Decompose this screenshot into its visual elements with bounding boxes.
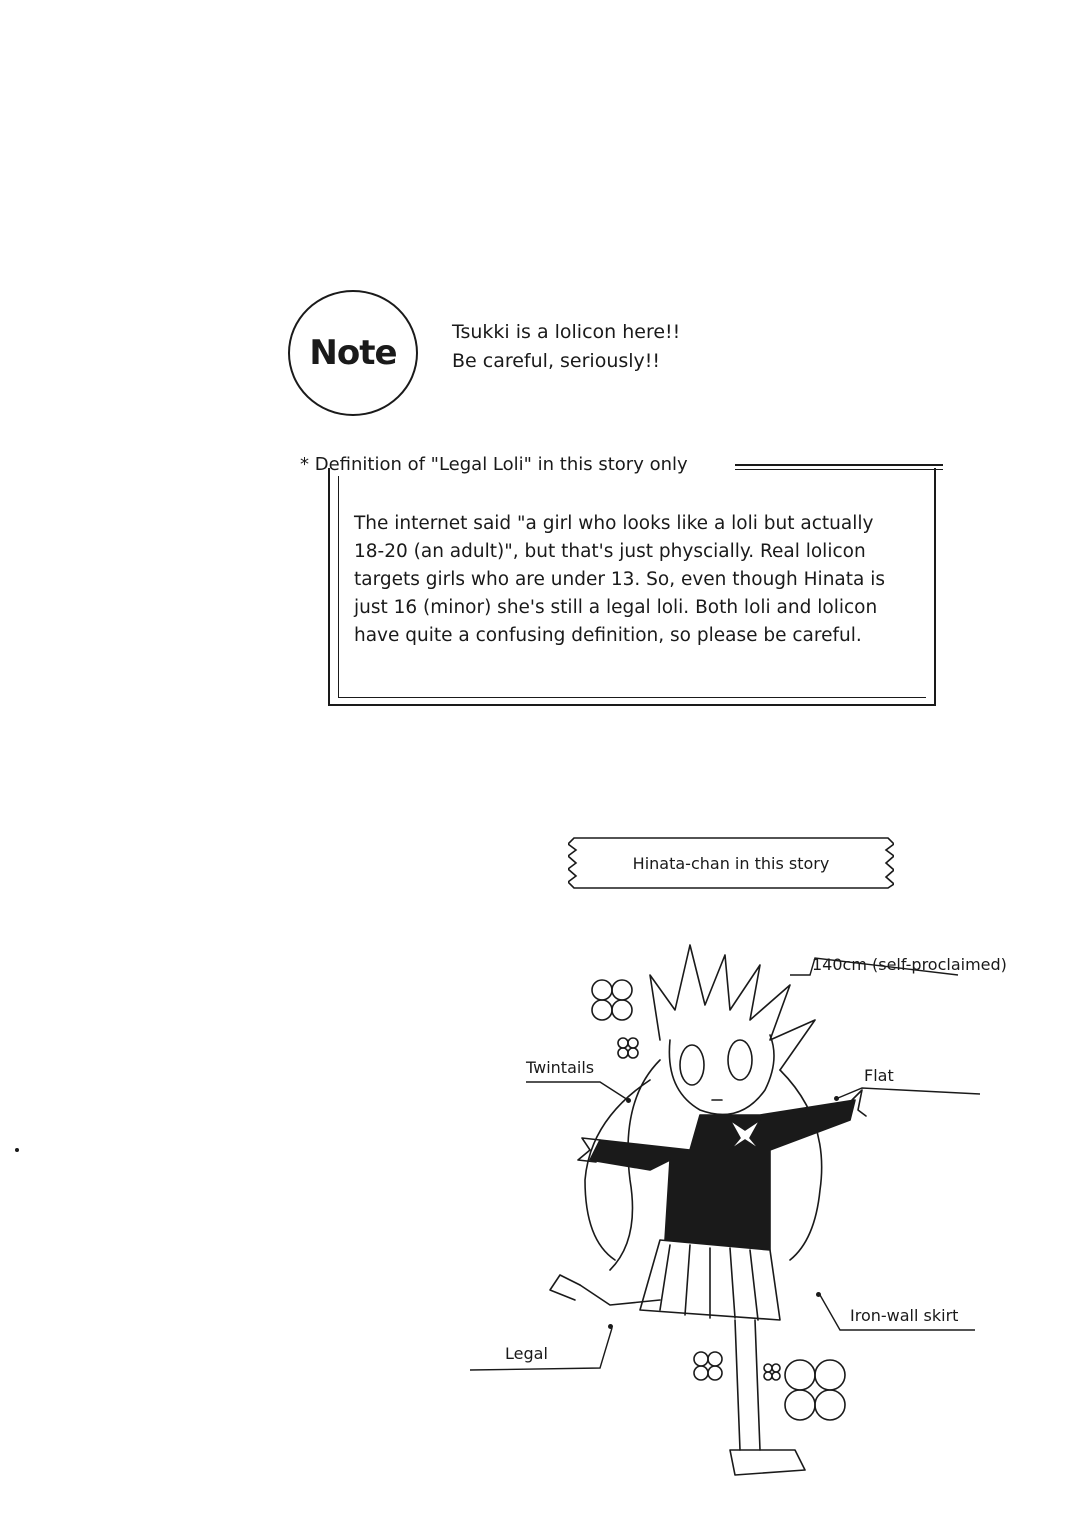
annotation-skirt: Iron-wall skirt [850, 1306, 959, 1325]
definition-line: targets girls who are under 13. So, even though Hinata is [354, 569, 886, 590]
flat-marker [834, 1096, 839, 1101]
clover-icon [785, 1360, 845, 1420]
character-tag-label: Hinata-chan in this story [632, 853, 830, 873]
annotation-legal: Legal [505, 1344, 548, 1363]
note-line: Tsukki is a lolicon here!! [452, 321, 681, 343]
annotation-flat: Flat [864, 1066, 894, 1085]
note-line: Be careful, seriously!! [452, 350, 661, 372]
clover-icon [618, 1038, 638, 1058]
annotation-twintails: Twintails [526, 1058, 595, 1077]
twintails-marker [626, 1098, 631, 1103]
legal-marker [608, 1324, 613, 1329]
clover-icon [764, 1364, 780, 1380]
clover-icon [592, 980, 632, 1020]
skirt-marker [816, 1292, 821, 1297]
twintails-leader-line [526, 1082, 628, 1100]
note-title: Note [309, 333, 397, 373]
definition-line: 18-20 (an adult)", but that's just physcially. Real lolicon [354, 541, 866, 562]
clover-icon [694, 1352, 722, 1380]
definition-heading: * Definition of "Legal Loli" in this story only [300, 454, 688, 475]
definition-line: have quite a confusing definition, so please be careful. [354, 625, 862, 646]
annotation-height: 140cm (self-proclaimed) [812, 955, 1007, 974]
page-speck [15, 1148, 19, 1152]
definition-line: just 16 (minor) she's still a legal loli. Both loli and lolicon [354, 597, 878, 618]
definition-line: The internet said "a girl who looks like a loli but actually [354, 513, 874, 534]
